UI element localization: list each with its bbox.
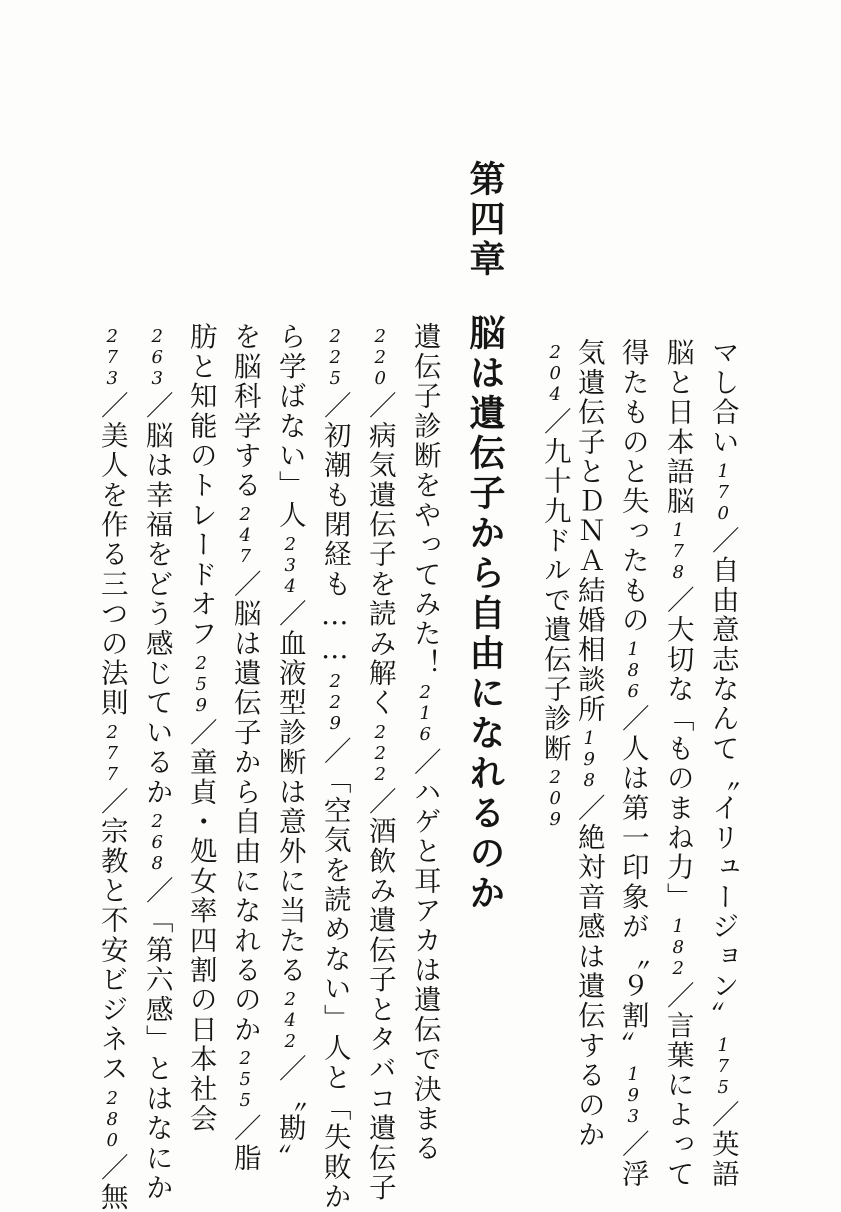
toc-entry-text: ／酒飲み遺伝子とタバコ遺伝子 — [363, 786, 396, 1203]
page-number: 255 — [234, 1048, 256, 1112]
toc-column — [95, 322, 128, 1212]
page-number: 277 — [101, 721, 123, 785]
toc-entry-text: ／ハゲと耳アカは遺伝で決まる — [408, 747, 441, 1164]
page-number: 234 — [279, 533, 301, 597]
page-number: 242 — [279, 989, 301, 1053]
page-number: 220 — [369, 326, 391, 389]
toc-entry-text: ／血液型診断は意外に当たる — [273, 598, 306, 986]
toc-column — [408, 322, 441, 1164]
toc-entry-text: ／人は第一印象が〝９割〟 — [616, 704, 649, 1061]
toc-column — [538, 338, 571, 832]
page-number: 193 — [622, 1064, 644, 1128]
page-number: 170 — [712, 460, 734, 524]
toc-entry-text: 遺伝子診断をやってみた！ — [408, 322, 441, 679]
toc-entry-text: ／童貞・処女率四割の日本社会 — [184, 717, 217, 1134]
toc-entry-text: マし合い — [706, 338, 739, 457]
toc-column — [184, 322, 217, 1134]
toc-entry-text: ／無 — [95, 1152, 128, 1212]
toc-column — [661, 338, 694, 1189]
page-number: 175 — [712, 1034, 734, 1098]
toc-column — [706, 338, 739, 1189]
toc-entry-text: ／自由意志なんて〝イリュージョン〟 — [706, 525, 739, 1031]
toc-entry-text: ／言葉によって — [661, 980, 694, 1189]
chapter-title: 脳は遺伝子から自由になれるのか — [464, 314, 506, 914]
chapter-number: 第四章 — [464, 160, 506, 280]
chapter-heading — [464, 160, 506, 914]
toc-entry-text: ／英語 — [706, 1099, 739, 1189]
page-number: 225 — [324, 326, 346, 389]
toc-entry-text: ／〝勘〟 — [273, 1054, 306, 1173]
toc-entry-text: 肪と知能のトレードオフ — [184, 322, 217, 649]
page-number: 198 — [578, 728, 600, 792]
toc-column — [140, 322, 173, 1203]
toc-entry-text: ／宗教と不安ビジネス — [95, 786, 128, 1084]
toc-entry-text: 気遺伝子とＤＮＡ結婚相談所 — [572, 338, 605, 725]
page-number: 229 — [324, 671, 346, 735]
page-number: 186 — [622, 639, 644, 702]
page-number: 209 — [544, 767, 566, 831]
page-number: 222 — [369, 721, 391, 785]
toc-entry-text: ／脳は幸福をどう感じているか — [140, 391, 173, 807]
page-number: 178 — [667, 520, 689, 584]
toc-entry-text: ／九十九ドルで遺伝子診断 — [538, 407, 571, 764]
page-number: 182 — [667, 915, 689, 979]
page-number: 263 — [146, 326, 168, 389]
page-number: 259 — [190, 652, 212, 716]
toc-entry-text: ／脂 — [228, 1113, 261, 1173]
toc-entry-text: ／「第六感」とはなにか — [140, 875, 173, 1203]
page-number: 280 — [101, 1087, 123, 1151]
toc-entry-text: ／病気遺伝子を読み解く — [363, 391, 396, 718]
toc-entry-text: ／大切な「ものまね力」 — [661, 585, 694, 912]
toc-column — [318, 322, 351, 1212]
page-number: 247 — [234, 504, 256, 568]
page-number: 204 — [544, 342, 566, 405]
toc-column — [572, 338, 605, 1150]
toc-column — [616, 338, 649, 1189]
toc-column — [363, 322, 396, 1203]
toc-entry-text: ／美人を作る三つの法則 — [95, 391, 128, 718]
page-number: 268 — [146, 810, 168, 874]
toc-entry-text: 得たものと失ったもの — [616, 338, 649, 635]
toc-entry-text: を脳科学する — [228, 322, 261, 501]
page-number: 216 — [414, 682, 436, 746]
toc-column — [228, 322, 261, 1173]
toc-entry-text: ／「空気を読めない」人と「失敗か — [318, 736, 351, 1212]
toc-entry-text: ／脳は遺伝子から自由になれるのか — [228, 569, 261, 1045]
toc-entry-text: 脳と日本語脳 — [661, 338, 694, 517]
toc-entry-text: ／初潮も閉経も…… — [318, 391, 351, 668]
toc-column — [273, 322, 306, 1173]
toc-entry-text: ら学ばない」人 — [273, 322, 306, 530]
toc-entry-text: ／浮 — [616, 1129, 649, 1189]
toc-entry-text: ／絶対音感は遺伝するのか — [572, 793, 605, 1150]
page-number: 273 — [101, 326, 123, 389]
